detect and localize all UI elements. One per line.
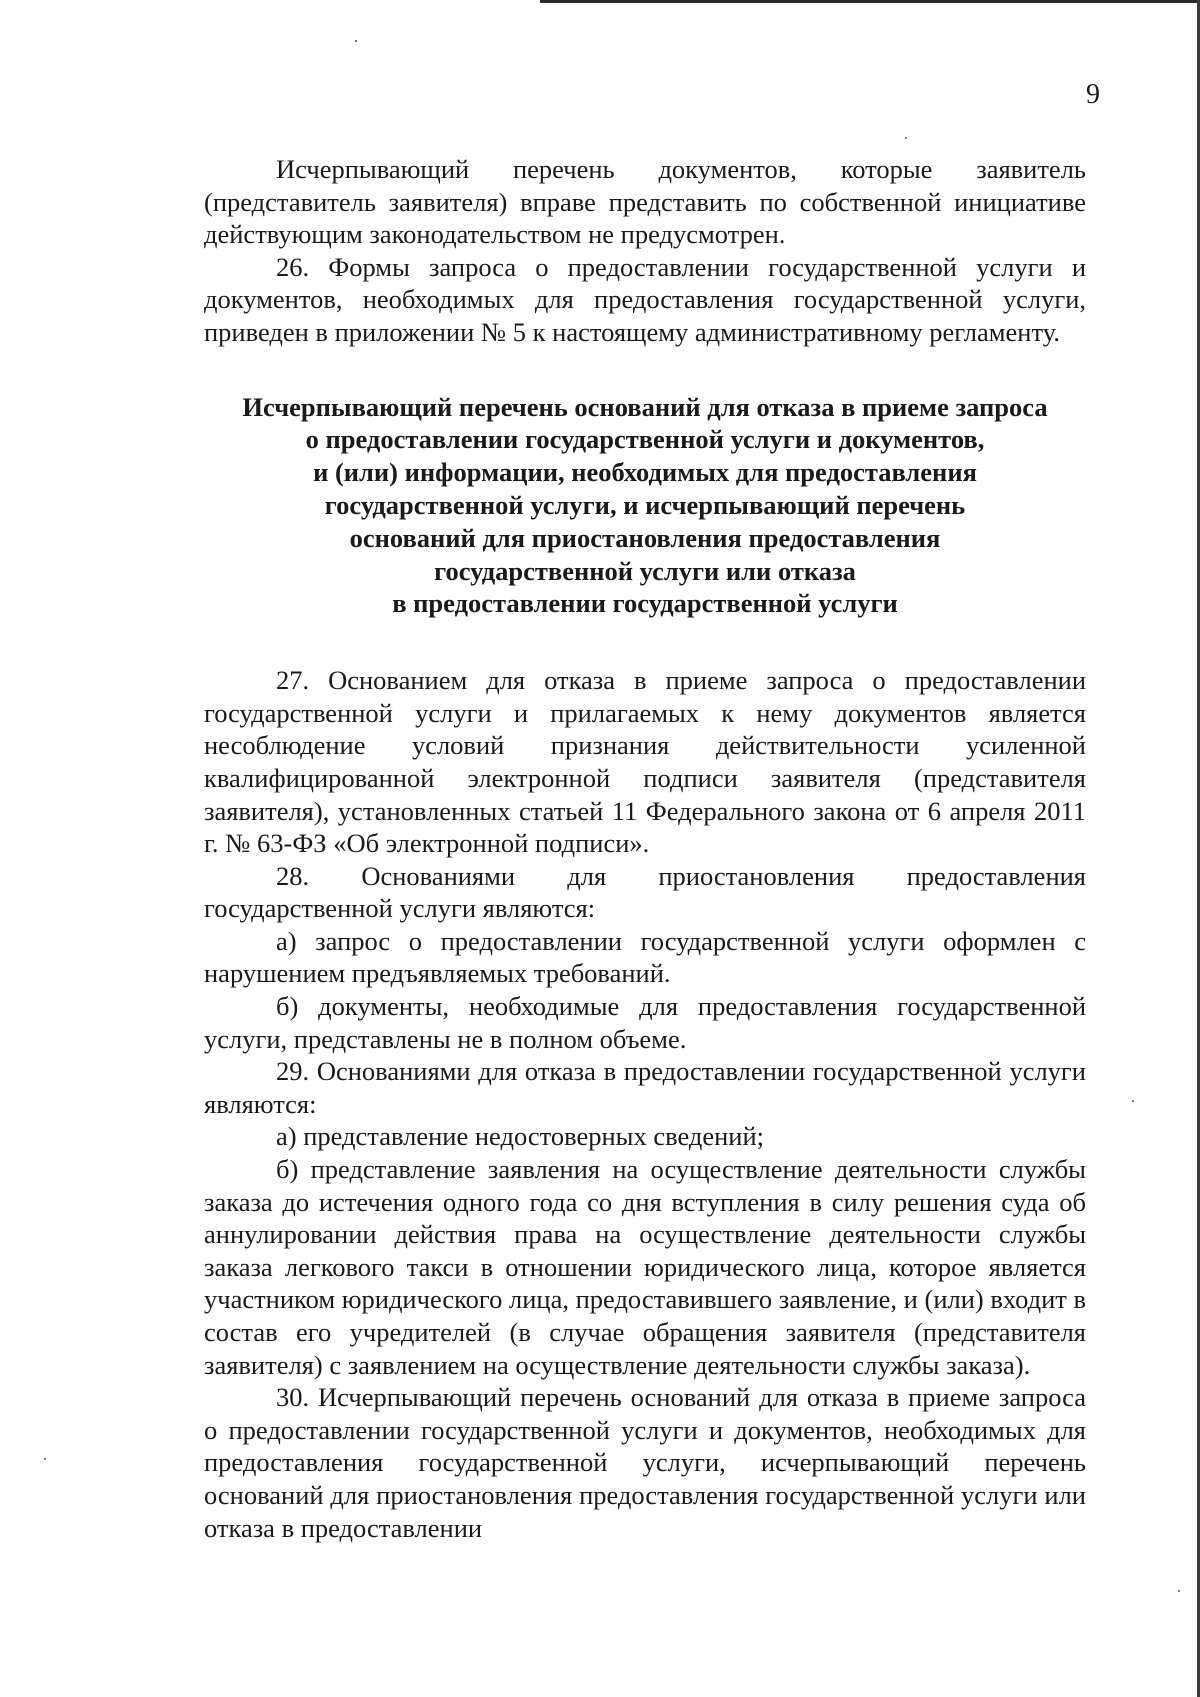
document-body [204,153,1086,1544]
paragraph-29-a: а) представление недостоверных сведений; [276,1121,765,1152]
scan-speck [905,137,907,139]
heading-line: государственной услуги, и исчерпывающий перечень [324,489,966,520]
paragraph-28-b: б) документы, необходимые для предоставления государственной услуги, представлены не в полном объеме. [204,991,1086,1054]
scan-speck [1132,1100,1134,1102]
heading-line: в предоставлении государственной услуги [392,588,898,619]
heading-line: о предоставлении государственной услуги и документов, [305,424,985,455]
scan-top-edge [540,0,1200,3]
scan-speck [355,40,357,42]
page-number: 9 [1086,79,1100,110]
heading-line: Исчерпывающий перечень оснований для отказа в приеме запроса [242,391,1048,422]
paragraph-28-a: а) запрос о предоставлении государственной услуги оформлен с нарушением предъявляемых требований. [204,925,1086,989]
heading-line: оснований для приостановления предоставления [349,522,941,553]
paragraph-intro-1: Исчерпывающий перечень документов, которые заявитель (представитель заявителя) вправе представить по собственной инициативе действующим законодательством не предусмотрен. [204,154,1086,250]
paragraph-29: 29. Основаниями для отказа в предоставлении государственной услуги являются: [204,1056,1086,1119]
paragraph-29-b: б) представление заявления на осуществление деятельности службы заказа до истечения одного года со дня вступления в силу решения суда об аннулировании действия права на осуществление деятельности службы заказа легкового такси в отношении юридического лица, которое является участником юридического лица, предоставившего заявление, и (или) входит в состав его учредителей (в случае обращения заявителя (представителя заявителя) с заявлением на осуществление деятельности службы заказа). [204,1154,1086,1380]
section-heading [204,391,1086,621]
paragraph-26: 26. Формы запроса о предоставлении государственной услуги и документов, необходимых для предоставления государственной услуги, приведен в приложении № 5 к настоящему административному регламенту. [204,251,1086,347]
scan-speck [1178,1590,1180,1592]
paragraph-27: 27. Основанием для отказа в приеме запроса о предоставлении государственной услуги и прилагаемых к нему документов является несоблюдение условий признания действительности усиленной квалифицированной электронной подписи заявителя (представителя заявителя), установленных статьей 11 Федерального закона от 6 апреля 2011 г. № 63-ФЗ «Об электронной подписи». [204,665,1086,859]
heading-line: и (или) информации, необходимых для предоставления [313,457,977,488]
paragraph-28: 28. Основаниями для приостановления предоставления государственной услуги являются: [204,860,1086,924]
scan-speck [44,1458,46,1460]
heading-line: государственной услуги или отказа [434,555,856,586]
paragraph-30: 30. Исчерпывающий перечень оснований для отказа в приеме запроса о предоставлении государственной услуги и документов, необходимых для предоставления государственной услуги, исчерпывающий перечень оснований для приостановления предоставления государственной услуги или отказа в предоставлении [204,1382,1086,1543]
